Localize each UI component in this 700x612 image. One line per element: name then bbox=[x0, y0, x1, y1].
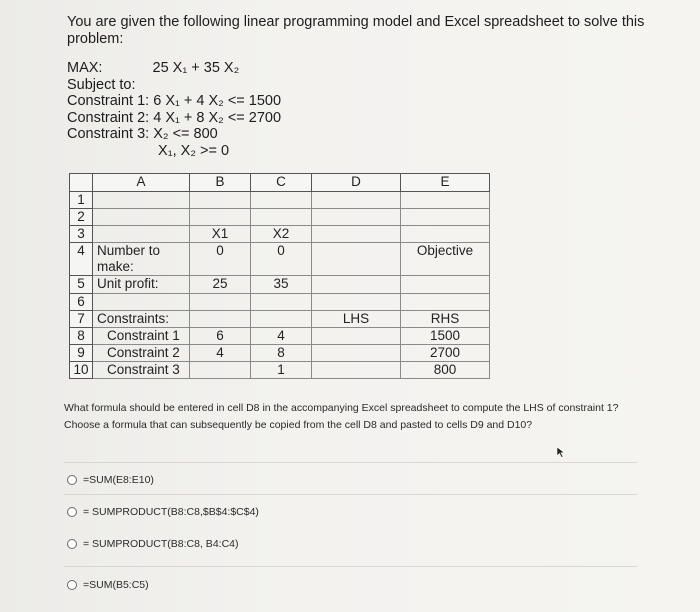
cell-a8: Constraint 1 bbox=[93, 328, 190, 345]
row-header-2: 2 bbox=[70, 209, 93, 226]
cell-c5: 35 bbox=[251, 276, 312, 294]
cell-a4: Number to make: bbox=[93, 243, 190, 276]
cell-d8 bbox=[312, 328, 401, 345]
non-negativity: X₁, X₂ >= 0 bbox=[158, 142, 230, 159]
col-header-b: B bbox=[190, 174, 251, 192]
cell-e8: 1500 bbox=[401, 328, 490, 345]
col-header-c: C bbox=[251, 174, 312, 192]
cell-b8: 6 bbox=[190, 328, 251, 345]
cell-a10: Constraint 3 bbox=[93, 362, 190, 379]
answer-option-2[interactable] bbox=[67, 506, 259, 518]
option-label: = SUMPRODUCT(B8:C8, B4:C4) bbox=[83, 538, 239, 550]
cell-e9: 2700 bbox=[401, 345, 490, 362]
cell-b3: X1 bbox=[190, 226, 251, 243]
cell-a7: Constraints: bbox=[93, 311, 190, 328]
row-header-7: 7 bbox=[70, 311, 93, 328]
constraint-1: Constraint 1: 6 X₁ + 4 X₂ <= 1500 bbox=[67, 93, 282, 109]
mouse-cursor-icon bbox=[556, 446, 566, 458]
option-label: =SUM(E8:E10) bbox=[83, 474, 154, 486]
row-header-10: 10 bbox=[70, 362, 93, 379]
cell-b9: 4 bbox=[190, 345, 251, 362]
answer-option-4[interactable] bbox=[67, 579, 149, 591]
row-header-8: 8 bbox=[70, 328, 93, 345]
radio-button[interactable] bbox=[67, 539, 77, 549]
cell-c4: 0 bbox=[251, 243, 312, 276]
subject-to: Subject to: bbox=[67, 76, 136, 93]
radio-button[interactable] bbox=[67, 475, 77, 485]
max-label: MAX: bbox=[67, 60, 103, 76]
constraint-3: Constraint 3: X₂ <= 800 bbox=[67, 126, 218, 142]
cell-c3: X2 bbox=[251, 226, 312, 243]
constraint-2: Constraint 2: 4 X₁ + 8 X₂ <= 2700 bbox=[67, 109, 282, 126]
option-divider bbox=[64, 462, 637, 463]
row-header-6: 6 bbox=[70, 294, 93, 311]
option-divider bbox=[64, 494, 637, 495]
objective-function: 25 X₁ + 35 X₂ bbox=[152, 60, 240, 76]
cell-c8: 4 bbox=[251, 328, 312, 345]
col-header-d: D bbox=[312, 174, 401, 192]
row-header-5: 5 bbox=[70, 276, 93, 294]
row-header-3: 3 bbox=[70, 226, 93, 243]
excel-spreadsheet bbox=[69, 173, 490, 379]
answer-option-1[interactable] bbox=[67, 474, 154, 486]
answer-option-3[interactable] bbox=[67, 538, 239, 550]
cell-c10: 1 bbox=[251, 362, 312, 379]
col-header-a: A bbox=[93, 174, 190, 192]
cell-e4: Objective bbox=[401, 243, 490, 276]
option-label: =SUM(B5:C5) bbox=[83, 579, 149, 591]
option-label: = SUMPRODUCT(B8:C8,$B$4:$C$4) bbox=[83, 506, 259, 518]
cell-a9: Constraint 2 bbox=[93, 345, 190, 362]
corner-cell bbox=[70, 174, 93, 192]
radio-button[interactable] bbox=[67, 580, 77, 590]
problem-intro: You are given the following linear programming model and Excel spreadsheet to solve this problem: bbox=[67, 14, 645, 47]
lp-model bbox=[67, 60, 281, 159]
cell-b5: 25 bbox=[190, 276, 251, 294]
cell-d7: LHS bbox=[312, 311, 401, 328]
option-divider bbox=[64, 566, 637, 567]
row-header-1: 1 bbox=[70, 192, 93, 209]
question-text: What formula should be entered in cell D8 in the accompanying Excel spreadsheet to compute the LHS of constraint 1? Choose a formula that can subsequently be copied from the cell D8 and pasted to cells D9 and D10? bbox=[64, 402, 619, 431]
cell-d9 bbox=[312, 345, 401, 362]
cell-e7: RHS bbox=[401, 311, 490, 328]
radio-button[interactable] bbox=[67, 507, 77, 517]
cell-a5: Unit profit: bbox=[93, 276, 190, 294]
row-header-9: 9 bbox=[70, 345, 93, 362]
row-header-4: 4 bbox=[70, 243, 93, 276]
cell-b4: 0 bbox=[190, 243, 251, 276]
col-header-e: E bbox=[401, 174, 490, 192]
cell-e10: 800 bbox=[401, 362, 490, 379]
cell-c9: 8 bbox=[251, 345, 312, 362]
cell-d10 bbox=[312, 362, 401, 379]
